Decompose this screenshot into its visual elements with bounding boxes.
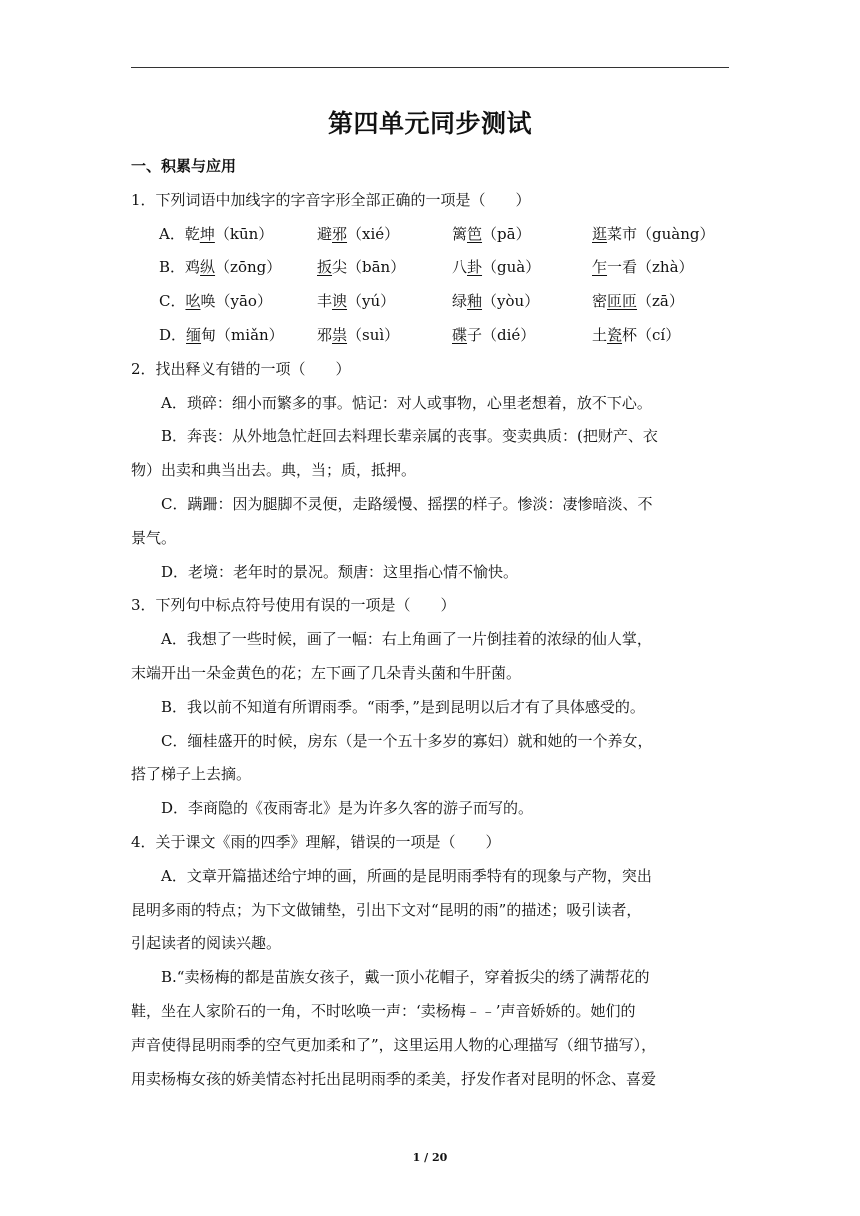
word-suffix-pinyin: （zōng） xyxy=(215,258,282,277)
word-prefix: 丰 xyxy=(317,292,333,311)
word-suffix-pinyin: 一看（zhà） xyxy=(607,258,694,277)
word-option xyxy=(452,220,531,248)
word-option xyxy=(159,253,281,281)
word-option xyxy=(159,220,273,248)
question-2-option-c: C．蹒跚：因为腿脚不灵便，走路缓慢、摇摆的样子。惨淡：凄惨暗淡、不 xyxy=(161,494,653,513)
question-4-option-b-cont: 用卖杨梅女孩的娇美情态衬托出昆明雨季的柔美，抒发作者对昆明的怀念、喜爱 xyxy=(131,1069,657,1088)
question-4-option-b-cont: 声音使得昆明雨季的空气更加柔和了”，这里运用人物的心理描写（细节描写）， xyxy=(131,1035,657,1054)
word-option xyxy=(159,287,272,315)
question-3-option-b: B．我以前不知道有所谓雨季。“雨季，”是到昆明以后才有了具体感受的。 xyxy=(161,697,645,716)
word-suffix-pinyin: 尖（bān） xyxy=(332,258,406,277)
option-row xyxy=(131,287,731,321)
word-suffix-pinyin: （guà） xyxy=(482,258,541,277)
word-prefix: 密 xyxy=(592,292,608,311)
underlined-character: 匝匝 xyxy=(607,292,638,311)
header-rule xyxy=(131,67,729,68)
word-suffix-pinyin: （pā） xyxy=(482,224,531,243)
word-suffix-pinyin: 杯（cí） xyxy=(622,325,681,344)
word-prefix: 邪 xyxy=(317,325,333,344)
word-option xyxy=(592,253,694,281)
word-suffix-pinyin: 唤（yāo） xyxy=(200,292,272,311)
question-3-option-a-cont: 末端开出一朵金黄色的花；左下画了几朵青头菌和牛肝菌。 xyxy=(131,663,522,682)
question-4-option-a: A．文章开篇描述给宁坤的画，所画的是昆明雨季特有的现象与产物，突出 xyxy=(161,866,652,885)
document-body xyxy=(131,152,731,1098)
question-2-stem: 2．找出释义有错的一项（ ） xyxy=(131,359,351,378)
word-suffix-pinyin: （suì） xyxy=(347,325,400,344)
question-2-option-b: B．奔丧：从外地急忙赶回去料理长辈亲属的丧事。变卖典质：(把财产、衣 xyxy=(161,427,658,446)
question-3-option-a: A．我想了一些时候，画了一幅：右上角画了一片倒挂着的浓绿的仙人掌， xyxy=(161,630,652,649)
word-prefix: 土 xyxy=(592,325,608,344)
question-2-option-d: D．老境：老年时的景况。颓唐：这里指心情不愉快。 xyxy=(161,562,519,581)
question-2-option-b-cont: 物）出卖和典当出去。典，当；质，抵押。 xyxy=(131,461,417,480)
question-3-stem: 3．下列句中标点符号使用有误的一项是（ ） xyxy=(131,596,456,615)
word-suffix-pinyin: 菜市（guàng） xyxy=(607,224,715,243)
question-3-option-c: C．缅桂盛开的时候，房东（是一个五十多岁的寡妇）就和她的一个养女， xyxy=(161,731,653,750)
question-1-stem: 1．下列词语中加线字的字音字形全部正确的一项是（ ） xyxy=(131,190,531,209)
underlined-character: 坤 xyxy=(199,224,215,243)
question-4-option-b-cont: 鞋，坐在人家阶石的一角，不时吆唤一声：‘卖杨梅﹣﹣’声音娇娇的。她们的 xyxy=(131,1001,636,1020)
word-option xyxy=(592,220,714,248)
word-option xyxy=(159,321,284,349)
word-suffix-pinyin: 子（dié） xyxy=(467,325,536,344)
underlined-character: 釉 xyxy=(467,292,483,311)
word-suffix-pinyin: （kūn） xyxy=(214,224,274,243)
option-row xyxy=(131,220,731,254)
word-prefix: 绿 xyxy=(452,292,468,311)
word-prefix: A．乾 xyxy=(159,224,200,243)
word-option xyxy=(317,287,395,315)
option-row xyxy=(131,321,731,355)
underlined-character: 逛 xyxy=(592,224,608,243)
underlined-character: 缅 xyxy=(186,325,202,344)
underlined-character: 卦 xyxy=(467,258,483,277)
word-prefix: C． xyxy=(159,292,186,311)
word-option xyxy=(452,287,539,315)
word-prefix: 八 xyxy=(452,258,468,277)
underlined-character: 纵 xyxy=(200,258,216,277)
word-option xyxy=(317,220,399,248)
word-prefix: D． xyxy=(159,325,187,344)
word-suffix-pinyin: （yú） xyxy=(347,292,396,311)
underlined-character: 乍 xyxy=(592,258,608,277)
word-prefix: B．鸡 xyxy=(159,258,201,277)
word-option xyxy=(452,253,540,281)
word-suffix-pinyin: （xié） xyxy=(347,224,400,243)
question-3-option-c-cont: 搭了梯子上去摘。 xyxy=(131,765,252,784)
underlined-character: 扳 xyxy=(317,258,333,277)
underlined-character: 吆 xyxy=(185,292,201,311)
page-title: 第四单元同步测试 xyxy=(327,109,532,138)
question-4-option-a-cont: 引起读者的阅读兴趣。 xyxy=(131,934,282,953)
underlined-character: 邪 xyxy=(332,224,348,243)
word-option xyxy=(452,321,535,349)
word-suffix-pinyin: 甸（miǎn） xyxy=(201,325,284,344)
underlined-character: 瓷 xyxy=(607,325,623,344)
word-prefix: 避 xyxy=(317,224,333,243)
word-option xyxy=(592,321,680,349)
question-2-option-c-cont: 景气。 xyxy=(131,528,177,547)
word-option xyxy=(317,321,399,349)
word-option xyxy=(592,287,684,315)
underlined-character: 碟 xyxy=(452,325,468,344)
question-1-options xyxy=(131,220,731,355)
word-suffix-pinyin: （zā） xyxy=(637,292,684,311)
underlined-character: 祟 xyxy=(332,325,348,344)
question-4-stem: 4．关于课文《雨的四季》理解，错误的一项是（ ） xyxy=(131,832,501,851)
question-4-option-a-cont: 昆明多雨的特点；为下文做铺垫，引出下文对“昆明的雨”的描述；吸引读者， xyxy=(131,900,642,919)
word-suffix-pinyin: （yòu） xyxy=(482,292,540,311)
page-number: 1 / 20 xyxy=(412,1151,448,1164)
word-prefix: 篱 xyxy=(452,224,468,243)
underlined-character: 笆 xyxy=(467,224,483,243)
section-heading: 一、积累与应用 xyxy=(131,157,237,175)
word-option xyxy=(317,253,405,281)
question-3-option-d: D．李商隐的《夜雨寄北》是为许多久客的游子而写的。 xyxy=(161,799,534,818)
option-row xyxy=(131,253,731,287)
underlined-character: 谀 xyxy=(332,292,348,311)
question-2-option-a: A．琐碎：细小而繁多的事。惦记：对人或事物，心里老想着，放不下心。 xyxy=(161,393,652,412)
question-4-option-b: B.“卖杨梅的都是苗族女孩子，戴一顶小花帽子，穿着扳尖的绣了满帮花的 xyxy=(161,968,650,987)
